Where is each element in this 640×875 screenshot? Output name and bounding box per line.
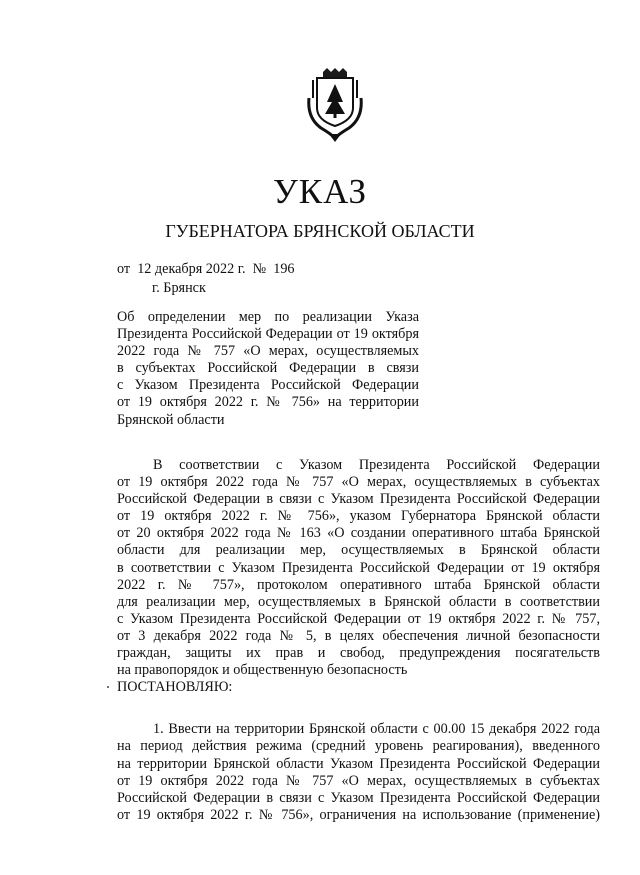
document-body: [117, 457, 600, 824]
caption-line: Брянской области: [117, 411, 225, 428]
preamble-line: для реализации мер, осуществляемых в Брянской области в соответствии: [117, 593, 600, 610]
document-date-number: от 12 декабря 2022 г. № 196: [117, 261, 295, 277]
preamble-line: с Указом Президента Российской Федерации от 19 октября 2022 г. № 757,: [117, 610, 600, 627]
item-1-line: на территории Брянской области Указом Президента Российской Федерации: [117, 755, 600, 772]
item-1-line: Российской Федерации в связи с Указом Президента Российской Федерации: [117, 789, 600, 806]
bryansk-region-coat-of-arms-icon: [303, 68, 367, 142]
preamble-line: от 19 октября 2022 г. № 756», указом Губернатора Брянской области: [117, 508, 600, 525]
preamble-paragraph: [117, 457, 600, 679]
preamble-line: от 19 октября 2022 года № 757 «О мерах, осуществляемых в субъектах: [117, 474, 600, 491]
caption-line: от 19 октября 2022 г. № 756» на территории: [117, 394, 419, 411]
preamble-line: от 3 декабря 2022 года № 5, в целях обеспечения личной безопасности: [117, 627, 600, 644]
preamble-line: области для реализации мер, осуществляемых в Брянской области: [117, 542, 600, 559]
preamble-line: В соответствии с Указом Президента Российской Федерации: [153, 457, 600, 473]
preamble-line: на правопорядок и общественную безопасность: [117, 662, 408, 679]
issuer-subtitle: ГУБЕРНАТОРА БРЯНСКОЙ ОБЛАСТИ: [165, 221, 475, 241]
caption-line: с Указом Президента Российской Федерации: [117, 377, 419, 394]
document-title: УКАЗ: [272, 172, 368, 211]
preamble-line: от 20 октября 2022 года № 163 «О создании оперативного штаба Брянской: [117, 525, 600, 542]
item-1-line: на период действия режима (средний уровень реагирования), введенного: [117, 738, 600, 755]
preamble-line: граждан, защиты их прав и свобод, предупреждения посягательств: [117, 645, 600, 662]
caption-line: 2022 года № 757 «О мерах, осуществляемых: [117, 343, 419, 360]
caption-line: Об определении мер по реализации Указа: [117, 309, 419, 325]
preamble-line: 2022 г. № 757», протоколом оперативного штаба Брянской области: [117, 576, 600, 593]
item-1-paragraph: [117, 721, 600, 824]
item-1-line: от 19 октября 2022 г. № 756», ограничения на использование (применение): [117, 806, 600, 823]
preamble-line: Российской Федерации в связи с Указом Президента Российской Федерации: [117, 491, 600, 508]
preamble-line: в соответствии с Указом Президента Российской Федерации от 19 октября: [117, 559, 600, 576]
caption-line: Президента Российской Федерации от 19 октября: [117, 326, 419, 343]
scan-mark: [107, 686, 109, 688]
document-city: г. Брянск: [152, 280, 206, 296]
item-1-line: от 19 октября 2022 года № 757 «О мерах, осуществляемых в субъектах: [117, 772, 600, 789]
caption-line: в субъектах Российской Федерации в связи: [117, 360, 419, 377]
document-caption: [117, 309, 419, 429]
decree-word: ПОСТАНОВЛЯЮ:: [117, 679, 233, 696]
item-1-line: 1. Ввести на территории Брянской области с 00.00 15 декабря 2022 года: [153, 721, 600, 738]
